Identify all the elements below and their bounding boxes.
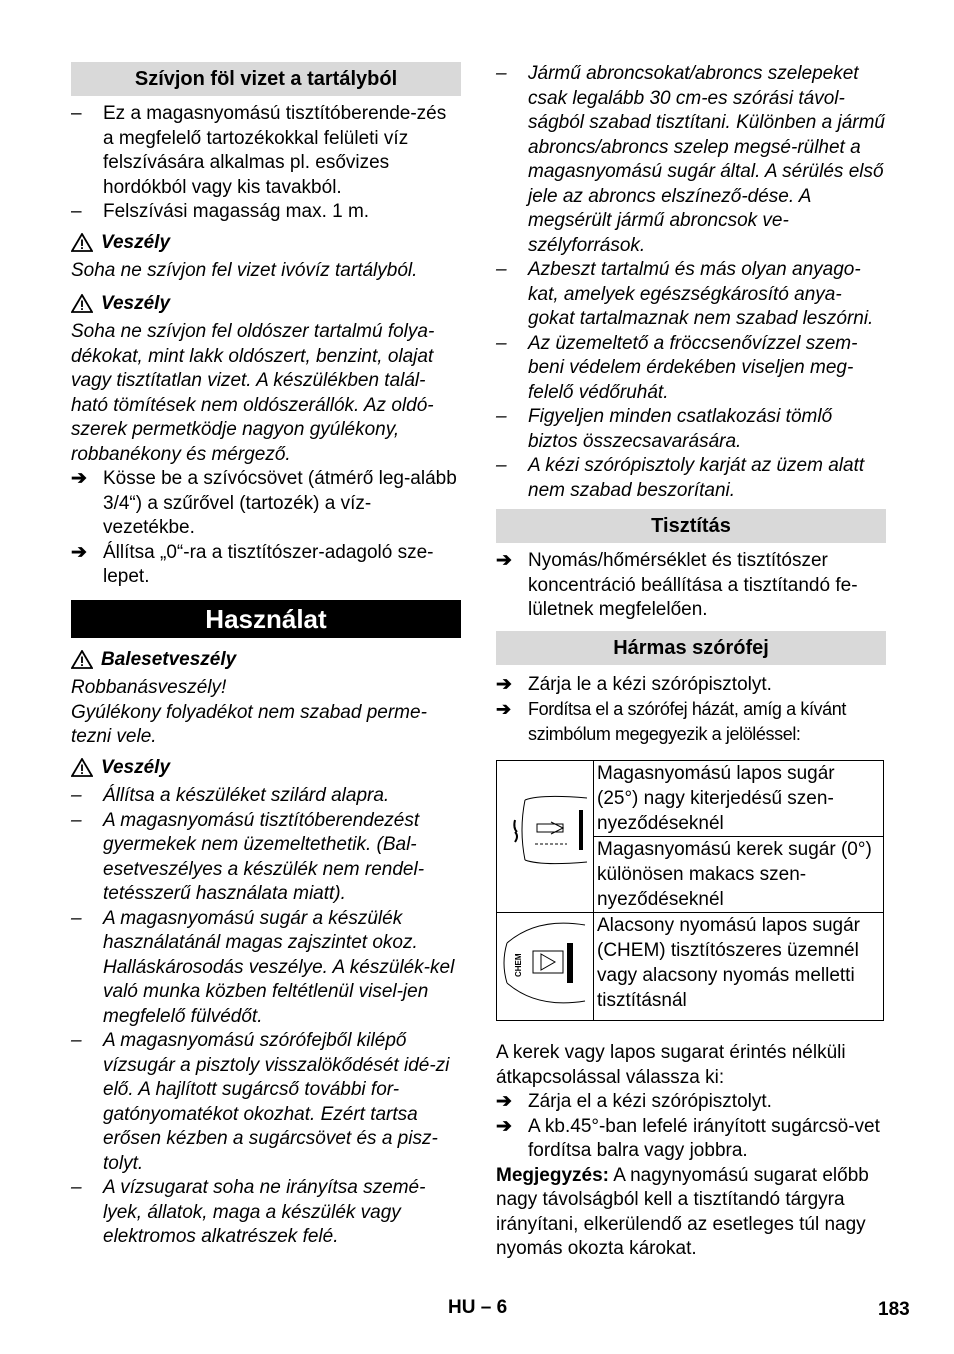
nozzle-symbol-table <box>496 760 884 1021</box>
list-item: – A vízsugarat soha ne irányítsa szemé-lyek, állatok, maga a készülék vagy elektromos alkatrészek felé. <box>71 1177 426 1247</box>
list-item: – Az üzemeltető a fröccsenővízzel szem-beni védelem érdekében viseljen meg-felelő védőruhát. <box>496 332 858 403</box>
chem-label: CHEM <box>514 953 523 977</box>
list-item: – Felszívási magasság max. 1 m. <box>71 201 370 222</box>
section-title-cleaning: Tisztítás <box>496 509 886 543</box>
table-row <box>497 913 884 1021</box>
arrow-right-icon: ➔ <box>496 1091 512 1112</box>
step-item: ➔ Kösse be a szívócsövet (átmérő leg-alább 3/4“) a szűrővel (tartozék) a víz-vezetékbe. <box>71 468 457 538</box>
step-item: ➔ A kb.45°-ban lefelé irányított sugárcsö-vet fordítsa balra vagy jobbra. <box>496 1115 880 1161</box>
nozzle-chem-icon <box>497 913 593 1013</box>
section-title-usage: Használat <box>71 600 461 638</box>
footer-page-number: 183 <box>878 1299 910 1320</box>
list-item: – A kézi szórópisztoly karját az üzem alatt nem szabad beszorítani. <box>496 455 865 501</box>
table-cell-flat-jet: Magasnyomású lapos sugár (25°) nagy kiterjedésű szen-nyeződéseknél <box>594 761 884 837</box>
step-item: ➔ Nyomás/hőmérséklet és tisztítószer koncentráció beállítása a tisztítandó fe-lületnek megfelelően. <box>496 550 858 620</box>
right-column <box>496 62 886 1262</box>
table-cell-low-pressure: Alacsony nyomású lapos sugár (CHEM) tisztítószeres üzemnél vagy alacsony nyomás melletti tisztításnál <box>594 913 884 1021</box>
table-row <box>497 761 884 837</box>
note-paragraph <box>496 1164 886 1262</box>
section-title-triple-nozzle: Hármas szórófej <box>496 631 886 665</box>
accident-text-1: Robbanásveszély! <box>71 677 227 698</box>
high-pressure-nozzle-figure <box>497 761 594 913</box>
step-item: ➔ Zárja el a kézi szórópisztolyt. <box>496 1090 886 1115</box>
arrow-right-icon: ➔ <box>71 468 87 489</box>
warning-triangle-icon <box>71 650 93 669</box>
accident-heading: Balesetveszély <box>71 648 461 673</box>
chem-nozzle-figure <box>497 913 594 1021</box>
danger-heading: Veszély <box>71 756 461 781</box>
arrow-right-icon: ➔ <box>496 699 511 719</box>
list-item: – Jármű abroncsokat/abroncs szelepeket csak legalább 30 cm-es szórási távol-ságból szabad tisztítani. Különben a jármű abroncs/abroncs szelep megsé-rülhet a magasnyomású sugár által. A sérülés első jele az abroncs elszínező-dése. A megsérült jármű abroncsok ve-szélyforrások. <box>496 63 885 256</box>
danger-text: Soha ne szívjon fel vizet ivóvíz tartályból. <box>71 260 418 281</box>
note-label: Megjegyzés: <box>496 1164 609 1186</box>
danger-text: Soha ne szívjon fel oldószer tartalmú folya-dékokat, mint lakk oldószert, benzint, olajat vagy tisztítatlan vizet. A készülékben talál-ható tömítések nem oldószerállók. Az oldó-szerek permetködje nagyon gyúlékony, robbanékony és mérgező. <box>71 321 435 465</box>
table-cell-round-jet: Magasnyomású kerek sugár (0°) különösen makacs szen-nyeződéseknél <box>594 837 884 913</box>
arrow-right-icon: ➔ <box>496 550 512 571</box>
note-text: A nagynyomású sugarat előbb nagy távolságból kell a tisztítandó tárgyra irányítani, elkerülendő az esetleges túl nagy nyomás okozta károkat. <box>496 1164 869 1259</box>
list-item: – Figyeljen minden csatlakozási tömlő biztos összecsavarására. <box>496 406 833 452</box>
section-title-suction: Szívjon föl vizet a tartályból <box>71 62 461 96</box>
step-item: ➔ Zárja le a kézi szórópisztolyt. <box>496 673 886 698</box>
arrow-right-icon: ➔ <box>496 673 512 695</box>
switch-intro: A kerek vagy lapos sugarat érintés nélküli átkapcsolással válassza ki: <box>496 1042 846 1088</box>
list-item: – Állítsa a készüléket szilárd alapra. <box>71 785 390 806</box>
arrow-right-icon: ➔ <box>496 1115 512 1137</box>
list-item: – A magasnyomású tisztítóberendezést gyermekek nem üzemeltethetik. (Bal-esetveszélyes a készülék nem rendel-tetésszerű használata miatt). <box>71 809 425 904</box>
list-item: – Ez a magasnyomású tisztítóberende-zés a megfelelő tartozékokkal felületi víz felszívására alkalmas pl. esővizes hordókból vagy kis tavakból. <box>71 103 447 198</box>
step-item: ➔ Állítsa „0“-ra a tisztítószer-adagoló sze-lepet. <box>71 541 434 587</box>
list-item: – A magasnyomású sugár a készülék használatánál magas zajszintet okoz. Halláskárosodás veszélye. A készülék-kel való munka közben feltétlenül visel-jen megfelelő fülvédőt. <box>71 907 455 1027</box>
warning-triangle-icon <box>71 758 93 777</box>
nozzle-high-pressure-icon <box>497 788 593 878</box>
warning-triangle-icon <box>71 294 93 313</box>
footer-language-page: HU – 6 <box>448 1297 508 1318</box>
list-item: – Azbeszt tartalmú és más olyan anyago-kat, amelyek egészségkárosító anya-gokat tartalmaznak nem szabad leszórni. <box>496 259 874 329</box>
list-item: – A magasnyomású szórófejből kilépő vízsugár a pisztoly visszalökődését idé-zi elő. A hajlított sugárcső további for-gatónyomatékot okozhat. Ezért tartsa erősen kézben a sugárcsövet és a pisz-tolyt. <box>71 1030 450 1174</box>
warning-triangle-icon <box>71 233 93 252</box>
danger-heading: Veszély <box>71 231 461 256</box>
step-item: ➔ Fordítsa el a szórófej házát, amíg a kívánt szimbólum megegyezik a jelöléssel: <box>496 699 846 744</box>
accident-text-2: Gyúlékony folyadékot nem szabad perme-tezni vele. <box>71 701 427 747</box>
arrow-right-icon: ➔ <box>71 541 87 563</box>
danger-heading: Veszély <box>71 292 461 317</box>
left-column <box>71 62 461 1250</box>
